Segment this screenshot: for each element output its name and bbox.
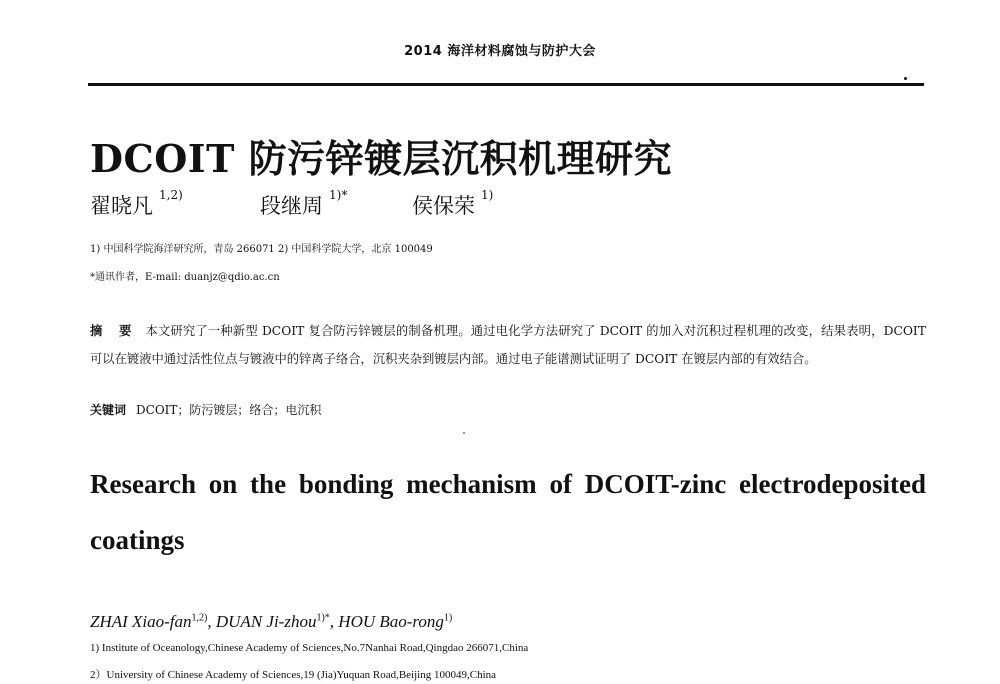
authors-en: ZHAI Xiao-fan$^{1,2)}$, DUAN Ji-zhou$^{1)*}$, HOU Bao-rong$^{1)}$ [90,612,453,631]
affiliations-cn: 1) 中国科学院海洋研究所，青岛 266071 2) 中国科学院大学，北京 100049 [90,244,433,255]
affiliation-en-1: 1) Institute of Oceanology,Chinese Academy of Sciences,No.7Nanhai Road,Qingdao 266071,China [90,642,529,654]
author-cn-2-sup: 1)* [329,188,348,202]
header-rule-dot [904,77,907,80]
abstract-text: 本文研究了一种新型 DCOIT 复合防污锌镀层的制备机理。通过电化学方法研究了 DCOIT 的加入对沉积过程机理的改变，结果表明，DCOIT 可以在镀液中通过活性位点与镀液中的锌离子络合，沉积夹杂到镀层内部。通过电子能谱测试证明了 DCOIT 在镀层内部的有效结合。 [90,324,926,366]
conference-header: 2014 海洋材料腐蚀与防护大会 [404,44,596,59]
corresponding-author-cn: *通讯作者，E-mail: duanjz@qdio.ac.cn [90,272,280,283]
author-cn-3-name: 侯保荣 [412,194,475,218]
author-en-1-sup: 1,2) [191,612,208,624]
scan-speck [463,432,465,434]
keywords-cn [90,401,321,418]
author-cn-1 [90,190,183,220]
author-en-2-sup: 1)* [316,612,330,624]
author-cn-1-name: 翟晓凡 [90,194,153,218]
keywords-text: DCOIT；防污镀层；络合；电沉积 [136,403,322,417]
paper-title-en: Research on the bonding mechanism of DCOIT-zinc electrodeposited coatings [90,469,926,555]
author-cn-3-sup: 1) [481,188,494,202]
author-en-3-sup: 1) [443,612,453,624]
affiliation-en-2: 2）University of Chinese Academy of Sciences,19 (Jia)Yuquan Road,Beijing 100049,China [90,669,497,681]
abstract-label: 摘 要 [90,324,138,338]
author-en-3-name: HOU Bao-rong [338,612,444,631]
author-en-2-name: DUAN Ji-zhou [215,612,317,631]
keywords-label: 关键词 [90,403,127,417]
author-cn-1-sup: 1,2) [159,188,183,202]
abstract-cn [90,318,926,373]
header-rule [88,83,924,86]
author-en-1-name: ZHAI Xiao-fan [90,612,192,631]
author-cn-2-name: 段继周 [260,194,323,218]
paper-title-cn: DCOIT 防污锌镀层沉积机理研究 [90,136,673,181]
author-cn-2 [260,190,347,220]
author-cn-3 [412,190,493,220]
